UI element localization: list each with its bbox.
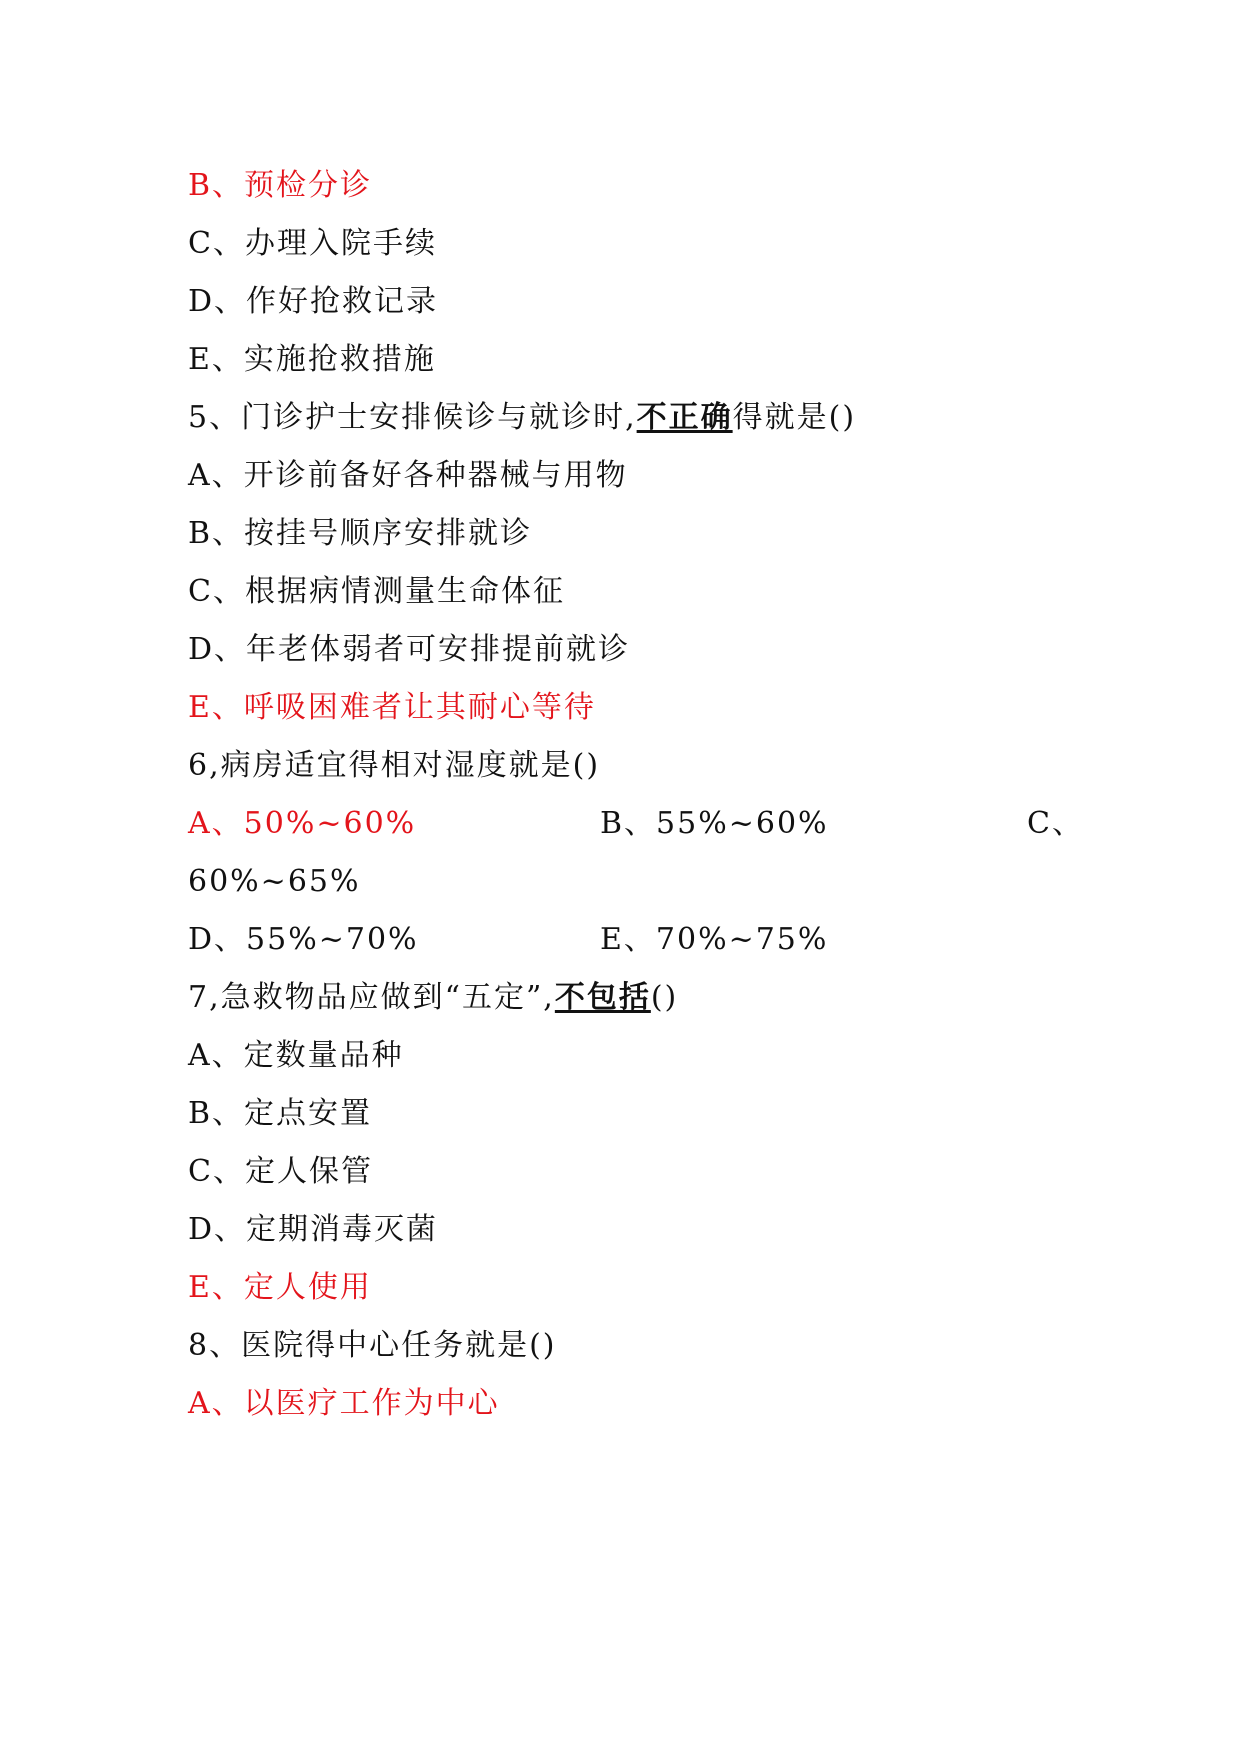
- q5-option-a: A、开诊前备好各种器械与用物: [188, 458, 628, 493]
- q6-option-a-answer: A、50%~60%: [188, 806, 417, 841]
- question-7-text: 7,急救物品应做到“五定”,: [188, 980, 555, 1015]
- q5-option-e-answer: E、呼吸困难者让其耐心等待: [188, 690, 596, 725]
- q6-option-e: E、70%~75%: [600, 922, 829, 957]
- q5-option-c: C、根据病情测量生命体征: [188, 574, 565, 609]
- q5-option-d: D、年老体弱者可安排提前就诊: [188, 632, 631, 667]
- question-5: [188, 398, 856, 438]
- q7-option-a: A、定数量品种: [188, 1038, 404, 1073]
- q8-option-a-answer: A、以医疗工作为中心: [188, 1386, 500, 1421]
- q6-option-c-label: C、: [1027, 806, 1084, 841]
- q6-option-d: D、55%~70%: [188, 922, 419, 957]
- question-6: 6,病房适宜得相对湿度就是(): [188, 748, 601, 783]
- q7-option-c: C、定人保管: [188, 1154, 373, 1189]
- q6-option-b: B、55%~60%: [600, 806, 829, 841]
- q7-option-b: B、定点安置: [188, 1096, 373, 1131]
- q5-option-b: B、按挂号顺序安排就诊: [188, 516, 533, 551]
- question-5-text: 5、门诊护士安排候诊与就诊时,: [188, 400, 637, 435]
- question-7-emphasis: 不包括: [554, 980, 651, 1015]
- option-b-answer: B、预检分诊: [188, 168, 373, 203]
- question-5-emphasis: 不正确: [636, 400, 733, 435]
- option-c: C、办理入院手续: [188, 226, 437, 261]
- q6-option-c-value: 60%~65%: [188, 864, 361, 899]
- option-e: E、实施抢救措施: [188, 342, 436, 377]
- question-5-tail: 得就是(): [732, 400, 857, 435]
- option-d: D、作好抢救记录: [188, 284, 439, 319]
- question-8: 8、医院得中心任务就是(): [188, 1328, 557, 1363]
- q7-option-d: D、定期消毒灭菌: [188, 1212, 439, 1247]
- question-7-tail: (): [650, 980, 679, 1015]
- q7-option-e-answer: E、定人使用: [188, 1270, 372, 1305]
- question-7: [188, 978, 678, 1018]
